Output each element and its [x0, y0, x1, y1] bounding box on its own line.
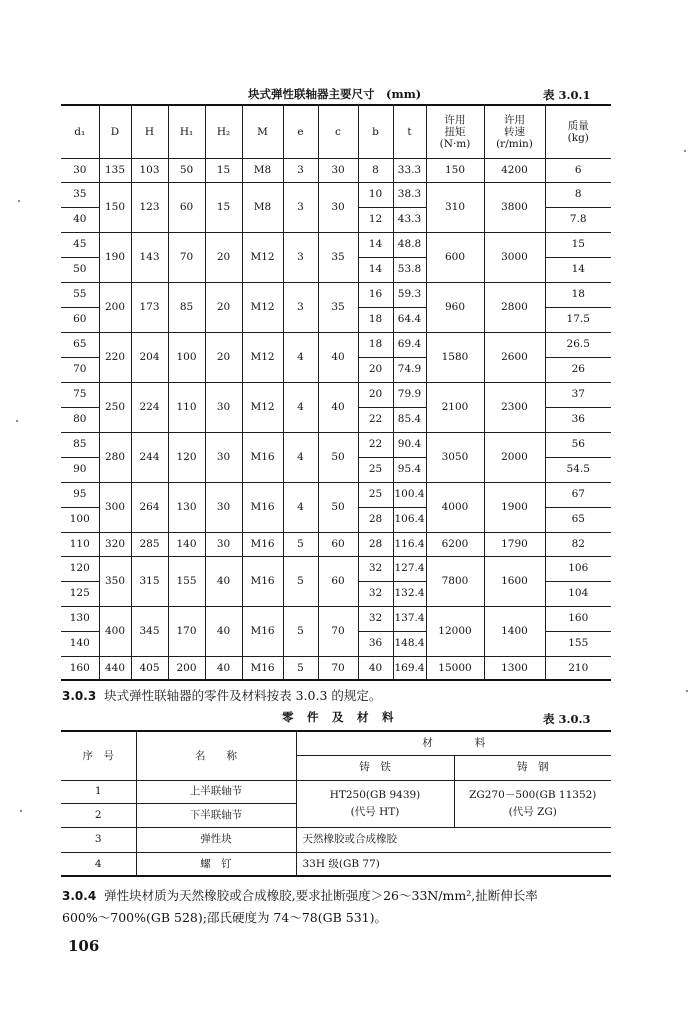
cell-b: 40 [358, 656, 393, 680]
cell-d1: 65 [61, 332, 99, 357]
cell-h: 224 [131, 382, 168, 432]
cell-b: 8 [358, 158, 393, 182]
section-3-0-3-text: 块式弹性联轴器的零件及材料按表 3.0.3 的规定。 [104, 688, 382, 703]
cell-mass: 18 [545, 282, 611, 307]
cell-d: 220 [99, 332, 131, 382]
page-number: 106 [68, 937, 100, 955]
cell-m: M12 [242, 232, 283, 282]
cell-d1: 40 [61, 207, 99, 232]
cell-speed: 2800 [484, 282, 545, 332]
cell-d1: 85 [61, 432, 99, 457]
table2-label: 表 3.0.3 [543, 712, 591, 726]
header-cell: d₁ [61, 105, 99, 158]
cell-d: 320 [99, 532, 131, 556]
section-3-0-4-number: 3.0.4 [62, 889, 97, 903]
cell-d1: 120 [61, 556, 99, 581]
cell-h2: 20 [205, 232, 242, 282]
cell-h: 244 [131, 432, 168, 482]
cell-h2: 40 [205, 656, 242, 680]
cell-t: 85.4 [393, 407, 426, 432]
cell-h: 315 [131, 556, 168, 606]
table1-title: 块式弹性联轴器主要尺寸 (mm) [248, 87, 422, 101]
cell-t: 53.8 [393, 257, 426, 282]
cell-mass: 67 [545, 482, 611, 507]
cell-d1: 70 [61, 357, 99, 382]
cell-d: 280 [99, 432, 131, 482]
cell-c: 30 [318, 158, 358, 182]
cell-mass: 17.5 [545, 307, 611, 332]
cell-h1: 170 [168, 606, 205, 656]
cell-d: 400 [99, 606, 131, 656]
cell-h1: 110 [168, 382, 205, 432]
cell-b: 18 [358, 332, 393, 357]
cell-e: 5 [283, 606, 318, 656]
cell-d1: 160 [61, 656, 99, 680]
cell-mass: 56 [545, 432, 611, 457]
cell-h2: 40 [205, 556, 242, 606]
row-1-seq: 1 [61, 780, 136, 803]
cell-e: 4 [283, 482, 318, 532]
cell-h: 143 [131, 232, 168, 282]
cell-e: 4 [283, 332, 318, 382]
cell-h2: 15 [205, 182, 242, 232]
cell-t: 137.4 [393, 606, 426, 631]
cell-b: 36 [358, 631, 393, 656]
cell-m: M8 [242, 182, 283, 232]
table-row [61, 482, 611, 507]
cell-speed: 3000 [484, 232, 545, 282]
cell-mass: 54.5 [545, 457, 611, 482]
cell-c: 35 [318, 232, 358, 282]
cell-torque: 12000 [426, 606, 484, 656]
cell-torque: 960 [426, 282, 484, 332]
cell-b: 25 [358, 482, 393, 507]
cell-c: 70 [318, 656, 358, 680]
col-cast-steel-header: 铸 钢 [454, 755, 611, 780]
cell-m: M12 [242, 282, 283, 332]
cell-e: 5 [283, 556, 318, 606]
cell-h: 123 [131, 182, 168, 232]
cell-c: 50 [318, 432, 358, 482]
cell-h: 405 [131, 656, 168, 680]
cell-t: 43.3 [393, 207, 426, 232]
header-cell: e [283, 105, 318, 158]
cell-d: 250 [99, 382, 131, 432]
cell-h1: 50 [168, 158, 205, 182]
parts-materials-table [61, 730, 611, 877]
cell-d: 300 [99, 482, 131, 532]
section-3-0-4-text-line1: 弹性块材质为天然橡胶或合成橡胶,要求扯断强度＞26～33N/mm²,扯断伸长率 [104, 888, 538, 903]
cell-b: 10 [358, 182, 393, 207]
cell-d1: 30 [61, 158, 99, 182]
cell-m: M8 [242, 158, 283, 182]
header-cell: H₁ [168, 105, 205, 158]
cell-torque: 310 [426, 182, 484, 232]
cell-t: 90.4 [393, 432, 426, 457]
cell-c: 70 [318, 606, 358, 656]
cell-speed: 3800 [484, 182, 545, 232]
section-3-0-4-text-line2: 600%～700%(GB 528);邵氏硬度为 74～78(GB 531)。 [62, 910, 387, 925]
cell-d: 190 [99, 232, 131, 282]
cell-d: 440 [99, 656, 131, 680]
row-4-material: 33H 级(GB 77) [296, 852, 611, 876]
cell-t: 148.4 [393, 631, 426, 656]
cell-t: 59.3 [393, 282, 426, 307]
cell-t: 74.9 [393, 357, 426, 382]
cell-h2: 30 [205, 382, 242, 432]
cell-d1: 125 [61, 581, 99, 606]
cell-t: 64.4 [393, 307, 426, 332]
cell-t: 132.4 [393, 581, 426, 606]
scan-speck [16, 420, 18, 422]
cell-speed: 1600 [484, 556, 545, 606]
cell-torque: 7800 [426, 556, 484, 606]
cell-t: 69.4 [393, 332, 426, 357]
col-name-header: 名 称 [136, 731, 296, 780]
row-3-name: 弹性块 [136, 827, 296, 852]
cell-c: 60 [318, 556, 358, 606]
cell-mass: 82 [545, 532, 611, 556]
cell-m: M16 [242, 556, 283, 606]
cell-speed: 2600 [484, 332, 545, 382]
cell-b: 12 [358, 207, 393, 232]
cell-c: 35 [318, 282, 358, 332]
cell-torque: 6200 [426, 532, 484, 556]
cell-mass: 104 [545, 581, 611, 606]
cell-h: 173 [131, 282, 168, 332]
header-cell: 许用 扭矩 (N·m) [426, 105, 484, 158]
cell-mass: 65 [545, 507, 611, 532]
cell-m: M16 [242, 606, 283, 656]
cell-d1: 75 [61, 382, 99, 407]
cell-d1: 140 [61, 631, 99, 656]
cell-h2: 20 [205, 332, 242, 382]
cell-b: 18 [358, 307, 393, 332]
cell-t: 169.4 [393, 656, 426, 680]
cell-b: 32 [358, 606, 393, 631]
col-cast-iron-header: 铸 铁 [296, 755, 454, 780]
cell-torque: 150 [426, 158, 484, 182]
cell-b: 20 [358, 382, 393, 407]
cell-d1: 110 [61, 532, 99, 556]
scan-speck [686, 690, 688, 692]
table1-label: 表 3.0.1 [543, 88, 591, 102]
cell-h2: 40 [205, 606, 242, 656]
cell-e: 4 [283, 382, 318, 432]
header-cell: 质量 (kg) [545, 105, 611, 158]
cell-m: M12 [242, 332, 283, 382]
cell-b: 22 [358, 407, 393, 432]
cell-m: M16 [242, 432, 283, 482]
cell-b: 28 [358, 532, 393, 556]
cell-t: 116.4 [393, 532, 426, 556]
table-row [61, 332, 611, 357]
col-seq-header: 序 号 [61, 731, 136, 780]
table-row [61, 232, 611, 257]
header-cell: M [242, 105, 283, 158]
cell-e: 5 [283, 532, 318, 556]
section-3-0-4-line1 [62, 886, 538, 904]
cell-c: 60 [318, 532, 358, 556]
cell-torque: 600 [426, 232, 484, 282]
cell-mass: 210 [545, 656, 611, 680]
table-row [61, 158, 611, 182]
cell-h1: 85 [168, 282, 205, 332]
cell-speed: 1400 [484, 606, 545, 656]
cell-c: 30 [318, 182, 358, 232]
cell-c: 40 [318, 332, 358, 382]
cast-iron-material-line2: (代号 HT) [350, 806, 400, 818]
row-3-material: 天然橡胶或合成橡胶 [296, 827, 611, 852]
cell-mass: 106 [545, 556, 611, 581]
cell-h1: 200 [168, 656, 205, 680]
cell-b: 14 [358, 257, 393, 282]
cell-torque: 1580 [426, 332, 484, 382]
cell-mass: 26 [545, 357, 611, 382]
cell-h1: 120 [168, 432, 205, 482]
cell-h1: 140 [168, 532, 205, 556]
cell-d1: 80 [61, 407, 99, 432]
cell-mass: 6 [545, 158, 611, 182]
cell-h2: 20 [205, 282, 242, 332]
cell-m: M16 [242, 482, 283, 532]
cell-d1: 100 [61, 507, 99, 532]
table-row [61, 282, 611, 307]
scan-speck [684, 150, 686, 152]
cell-torque: 3050 [426, 432, 484, 482]
cell-t: 48.8 [393, 232, 426, 257]
cell-b: 20 [358, 357, 393, 382]
row-4-name: 螺 钉 [136, 852, 296, 876]
cell-t: 95.4 [393, 457, 426, 482]
cell-h2: 30 [205, 532, 242, 556]
section-3-0-3 [62, 686, 381, 704]
cell-t: 33.3 [393, 158, 426, 182]
cell-e: 5 [283, 656, 318, 680]
section-3-0-3-number: 3.0.3 [62, 689, 97, 703]
cell-torque: 15000 [426, 656, 484, 680]
cell-mass: 37 [545, 382, 611, 407]
cast-iron-material [296, 780, 454, 827]
cell-mass: 36 [545, 407, 611, 432]
cell-d: 350 [99, 556, 131, 606]
cell-d: 135 [99, 158, 131, 182]
cast-iron-material-line1: HT250(GB 9439) [329, 788, 421, 801]
cell-t: 38.3 [393, 182, 426, 207]
cell-h2: 30 [205, 432, 242, 482]
cell-e: 3 [283, 232, 318, 282]
cell-d1: 95 [61, 482, 99, 507]
cell-b: 22 [358, 432, 393, 457]
row-2-seq: 2 [61, 803, 136, 827]
cell-speed: 2300 [484, 382, 545, 432]
table-row [61, 556, 611, 581]
cell-c: 50 [318, 482, 358, 532]
table-row [61, 182, 611, 207]
cell-speed: 2000 [484, 432, 545, 482]
dimensions-table [61, 104, 611, 681]
cell-b: 14 [358, 232, 393, 257]
cell-h2: 15 [205, 158, 242, 182]
cell-e: 3 [283, 282, 318, 332]
cell-d1: 35 [61, 182, 99, 207]
cell-mass: 155 [545, 631, 611, 656]
cell-t: 79.9 [393, 382, 426, 407]
cell-b: 25 [358, 457, 393, 482]
cell-speed: 1790 [484, 532, 545, 556]
cell-torque: 2100 [426, 382, 484, 432]
cell-e: 3 [283, 158, 318, 182]
cell-h1: 100 [168, 332, 205, 382]
cell-h: 264 [131, 482, 168, 532]
cell-b: 16 [358, 282, 393, 307]
header-cell: 许用 转速 (r/min) [484, 105, 545, 158]
table-row [61, 532, 611, 556]
col-material-header: 材 料 [296, 731, 611, 755]
table-row [61, 606, 611, 631]
header-cell: H₂ [205, 105, 242, 158]
table-row [61, 432, 611, 457]
cell-d1: 55 [61, 282, 99, 307]
cell-b: 32 [358, 581, 393, 606]
cell-m: M12 [242, 382, 283, 432]
cell-h1: 60 [168, 182, 205, 232]
cast-steel-material-line1: ZG270－500(GB 11352) [469, 788, 597, 801]
cell-mass: 26.5 [545, 332, 611, 357]
table2-title: 零 件 及 材 料 [282, 710, 395, 724]
cell-speed: 1900 [484, 482, 545, 532]
cell-e: 3 [283, 182, 318, 232]
cell-d: 200 [99, 282, 131, 332]
cell-d1: 45 [61, 232, 99, 257]
row-2-name: 下半联轴节 [136, 803, 296, 827]
cell-t: 127.4 [393, 556, 426, 581]
cell-h2: 30 [205, 482, 242, 532]
cell-h: 285 [131, 532, 168, 556]
cell-h1: 155 [168, 556, 205, 606]
cell-speed: 4200 [484, 158, 545, 182]
header-cell: t [393, 105, 426, 158]
cell-mass: 14 [545, 257, 611, 282]
header-cell: c [318, 105, 358, 158]
cell-h: 345 [131, 606, 168, 656]
cell-mass: 15 [545, 232, 611, 257]
cell-d1: 130 [61, 606, 99, 631]
cell-d: 150 [99, 182, 131, 232]
cell-c: 40 [318, 382, 358, 432]
scan-speck [20, 810, 22, 812]
cell-t: 100.4 [393, 482, 426, 507]
row-3-seq: 3 [61, 827, 136, 852]
dimensions-table-body [61, 105, 611, 680]
row-1-name: 上半联轴节 [136, 780, 296, 803]
cell-h1: 70 [168, 232, 205, 282]
row-4-seq: 4 [61, 852, 136, 876]
cell-d1: 60 [61, 307, 99, 332]
header-cell: H [131, 105, 168, 158]
scan-speck [18, 200, 20, 202]
cell-mass: 7.8 [545, 207, 611, 232]
cell-d1: 90 [61, 457, 99, 482]
cell-mass: 8 [545, 182, 611, 207]
cell-torque: 4000 [426, 482, 484, 532]
cell-b: 28 [358, 507, 393, 532]
table-row [61, 382, 611, 407]
cell-m: M16 [242, 656, 283, 680]
cell-h: 103 [131, 158, 168, 182]
cell-h1: 130 [168, 482, 205, 532]
cast-steel-material [454, 780, 611, 827]
header-cell: b [358, 105, 393, 158]
cell-mass: 160 [545, 606, 611, 631]
cast-steel-material-line2: (代号 ZG) [508, 806, 557, 818]
cell-m: M16 [242, 532, 283, 556]
cell-b: 32 [358, 556, 393, 581]
cell-h: 204 [131, 332, 168, 382]
table-row [61, 656, 611, 680]
header-cell: D [99, 105, 131, 158]
cell-e: 4 [283, 432, 318, 482]
cell-speed: 1300 [484, 656, 545, 680]
cell-t: 106.4 [393, 507, 426, 532]
cell-d1: 50 [61, 257, 99, 282]
